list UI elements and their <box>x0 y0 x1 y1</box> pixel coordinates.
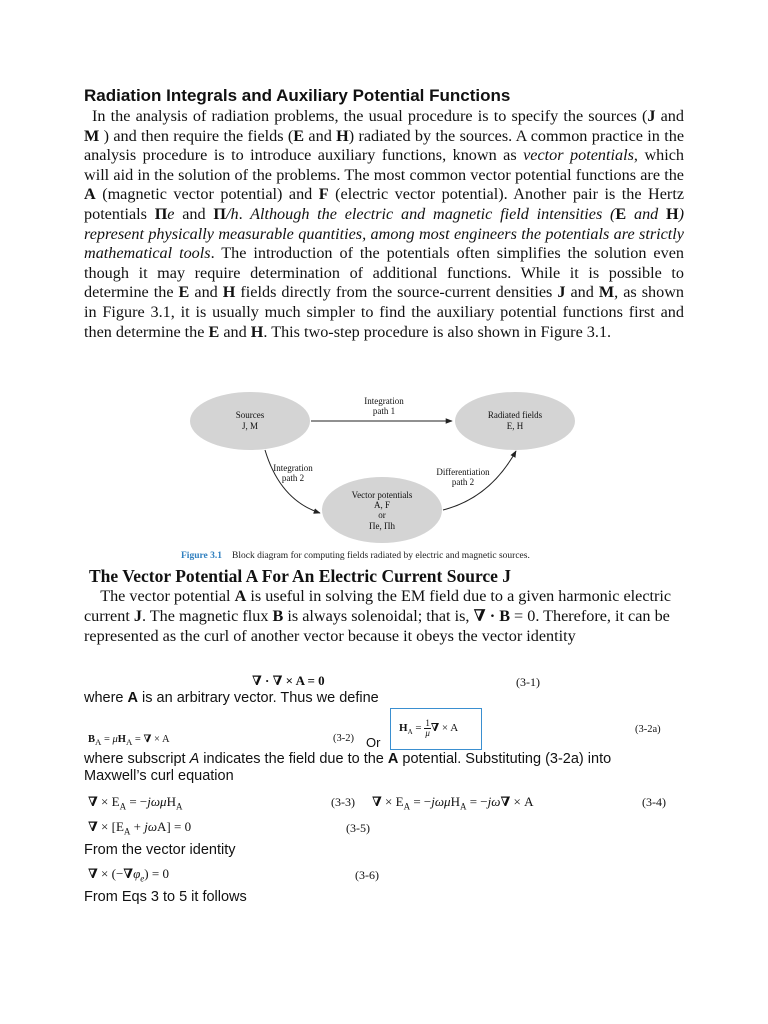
sym-J: J <box>133 607 142 625</box>
vector-potentials-term: vector potentials <box>523 146 634 165</box>
sym-E: E <box>208 322 220 341</box>
sym-E: E <box>293 126 305 145</box>
text: and <box>655 107 684 125</box>
sym-E: E <box>615 204 627 223</box>
sym-F: F <box>318 185 329 204</box>
eq-number-3-5: (3-5) <box>346 821 370 835</box>
path1-label-a: Integration <box>364 396 404 406</box>
text: ) radiated by the sources. A common practice in the analysis procedure is to introduce auxiliary functions, known as <box>84 126 685 165</box>
text: The vector potential <box>100 587 235 605</box>
sym-J: J <box>647 107 656 125</box>
text: = 0. Therefore, it can be represented as the curl of another vector because it obeys the vector identity <box>84 607 670 645</box>
eq-number-3-2a: (3-2a) <box>635 724 661 735</box>
text: ) and then require the fields ( <box>99 126 294 145</box>
vector-potential-paragraph <box>84 586 684 646</box>
eq-number-3-1: (3-1) <box>516 675 540 689</box>
block-diagram <box>180 388 600 558</box>
eq-number-3-2: (3-2) <box>333 733 354 744</box>
vector-label: Vector potentials <box>351 490 413 500</box>
text: and <box>189 283 223 302</box>
text: and <box>565 283 599 302</box>
text: and <box>304 126 337 145</box>
sym-B: B <box>272 607 284 625</box>
text: In the analysis of radiation problems, the usual procedure is to specify the sources ( <box>92 107 648 125</box>
from-identity-text: From the vector identity <box>84 842 236 858</box>
section-heading-vector-potential: The Vector Potential A For An Electric Current Source J <box>89 566 512 586</box>
italic-text: ) represent physically measurable quantities, among most engineers the potentials are strictly mathematical tools <box>84 204 685 263</box>
where-a-text: where A is an arbitrary vector. Thus we define <box>84 690 379 706</box>
vector-sub-2: or <box>378 510 386 520</box>
figure-caption <box>181 551 530 561</box>
sym-Pi: Π <box>213 204 226 223</box>
from-eqs-text: From Eqs 3 to 5 it follows <box>84 889 247 905</box>
sym-J: J <box>557 283 566 302</box>
vector-sub-1: A, F <box>373 500 391 510</box>
text: (magnetic vector potential) and <box>95 185 319 204</box>
diff-label-b: path 2 <box>451 477 475 487</box>
equation-3-2: $B_A = \mu H_A$ = ∇ × A <box>88 734 170 748</box>
text: , which will aid in the solution of the problems. The most common vector potential functions are the <box>84 146 684 184</box>
equation-3-5: ∇ × $[E_A + j\omega A] = 0$ <box>88 819 192 837</box>
text: (electric vector potential). Another pair is the Hertz potentials <box>84 185 685 223</box>
radiated-label: Radiated fields <box>487 410 543 420</box>
text: and <box>174 204 214 223</box>
sym-Pi: Π <box>154 204 168 223</box>
sources-sub: J, M <box>241 421 259 431</box>
equation-3-4: ∇ × $E_A = -j\omega\mu H_A = -j\omega\nabla \times A$ <box>372 794 534 812</box>
sym-H: H <box>666 204 679 223</box>
eq-number-3-3: (3-3) <box>331 795 355 809</box>
path2-label-b: path 2 <box>281 473 305 483</box>
text: and <box>219 322 251 341</box>
text: . This two-step procedure is also shown in Figure 3.1. <box>263 322 612 341</box>
text: . The magnetic flux <box>141 607 273 625</box>
equation-3-3: ∇ × $E_A = -j\omega\mu H_A$ <box>88 794 183 812</box>
text: . The introduction of the potentials often simplifies the solution even though it may require determination of additional functions. While it is possible to determine the <box>84 244 684 302</box>
sym-e: e <box>167 204 175 223</box>
italic-text: Although the electric and magnetic field intensities ( <box>242 204 616 223</box>
text: , as shown in Figure 3.1, it is usually much simpler to find the auxiliary potential functions first and then determine the <box>84 283 685 341</box>
radiated-sub: E, H <box>506 421 524 431</box>
eq-number-3-6: (3-6) <box>355 868 379 882</box>
text: is useful in solving the EM field due to a given harmonic electric current <box>84 587 672 625</box>
sym-M: M <box>598 283 615 302</box>
eq-number-3-4: (3-4) <box>642 795 666 809</box>
or-text: Or <box>366 735 381 750</box>
sym-A: A <box>234 587 247 605</box>
caption-text: Block diagram for computing fields radiated by electric and magnetic sources. <box>232 551 530 561</box>
sym-M: M <box>84 126 100 145</box>
sym-B: B <box>499 607 510 625</box>
diff-label-a: Differentiation <box>436 467 490 477</box>
sources-label: Sources <box>235 410 265 420</box>
italic-text: and <box>626 204 667 223</box>
path2-label-a: Integration <box>273 463 313 473</box>
subscript-text: where subscript A indicates the field due to the A potential. Substituting (3-2a) into <box>84 751 612 767</box>
intro-paragraph: In the analysis of radiation problems, the usual procedure is to specify the sources (J and M ) and then require the fields (E and H) radiated by the sources. A common practice in the analysis procedure is to introduce auxiliary functions, known as vector potentials, which will aid in the solution of the problems. The most common vector potential functions are the A (magnetic vector potential) and F (electric vector potential). Another pair is the Hertz potentials Πe and Π/h. Although the electric and magnetic field intensities (E and H) represent physically measurable quantities, among most engineers the potentials are strictly mathematical tools. The introduction of the potentials often simplifies the solution even though it may require determination of additional functions. While it is possible to determine the E and H fields directly from the source-current densities J and M, as shown in Figure 3.1, it is usually much simpler to find the auxiliary potential functions first and then determine the E and H. This two-step procedure is also shown in Figure 3.1. <box>84 107 685 341</box>
section-heading-radiation-integrals: Radiation Integrals and Auxiliary Potential Functions <box>84 86 511 105</box>
maxwell-text: Maxwell’s curl equation <box>84 768 234 784</box>
path1-label-b: path 1 <box>372 406 396 416</box>
sym-A: A <box>84 185 96 204</box>
sym-h: h <box>230 204 239 223</box>
figure-label: Figure 3.1 <box>181 551 222 561</box>
text: is always solenoidal; that is, <box>283 607 474 625</box>
equation-3-6: ∇ × $(-\nabla\varphi_e) = 0$ <box>88 866 169 884</box>
nabla-dot: ∇ · <box>473 607 496 625</box>
sym-H: H <box>336 126 349 145</box>
sym-H: H <box>222 283 236 302</box>
text: . <box>238 204 243 223</box>
vector-sub-3: Πe, Πh <box>369 521 395 531</box>
equation-3-1: ∇ · ∇ × A = 0 <box>252 673 325 688</box>
text: fields directly from the source-current densities <box>235 283 558 302</box>
sym-H: H <box>250 322 264 341</box>
equation-3-2a-box: $H_A$ = $\frac{1}{\mu}$ ∇ × A <box>390 708 482 750</box>
sym-E: E <box>178 283 190 302</box>
